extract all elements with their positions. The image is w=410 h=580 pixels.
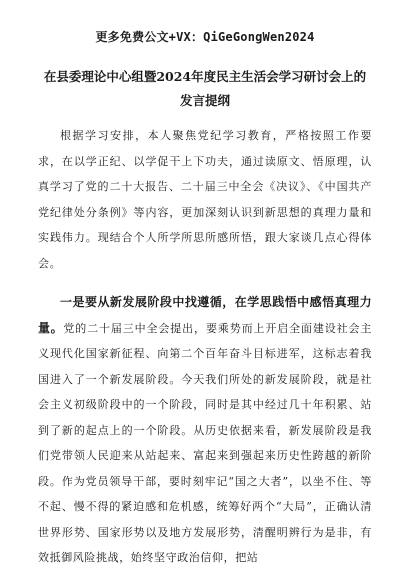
header-note: 更多免费公文+VX：QiGeGongWen2024	[95, 30, 315, 44]
intro-paragraph-text: 根据学习安排，本人聚焦党纪学习教育，严格按照工作要求，在以学正纪、以学促干上下功夫，通过读原文、悟原理，认真学习了党的二十大报告、二十届三中全会《决议》、《中国共产党纪律处分条例》等内容，更加深刻认识到新思想的真理力量和实践伟力。现结合个人所学所思所感所悟，跟大家谈几点心得体会。	[38, 129, 372, 270]
title-line-1: 在县委理论中心组暨2024年度民主生活会学习研讨会上的	[43, 69, 367, 84]
point-one-text: 党的二十届三中全会提出，要乘势而上开启全面建设社会主义现代化国家新征程、向第二个百年奋斗目标进军，这标志着我国进入了一个新发展阶段。今天我们所处的新发展阶段，就是社会主义初级阶段中的一个阶段，同时是其中经过几十年积累、站到了新的起点上的一个阶段。从历史依据来看，新发展阶段是我们党带领人民迎来从站起来、富起来到强起来历史性跨越的新阶段。作为党员领导干部，要时刻牢记“国之大者”，以坐不住、等不起、慢不得的紧迫感和危机感，统筹好两个“大局”，正确认清世界形势、国家形势以及地方发展形势，清醒明辨行为是非，有效抵御风险挑战，始终坚守政治信仰，把站	[38, 321, 372, 564]
title-line-2: 发言提纲	[179, 93, 230, 108]
document-title	[38, 65, 372, 113]
point-one-heading: 一是要从新发展阶段中找遵循，在学思践悟中感悟真理力量。	[38, 295, 372, 335]
point-one-paragraph	[38, 290, 372, 571]
intro-paragraph	[38, 123, 372, 276]
